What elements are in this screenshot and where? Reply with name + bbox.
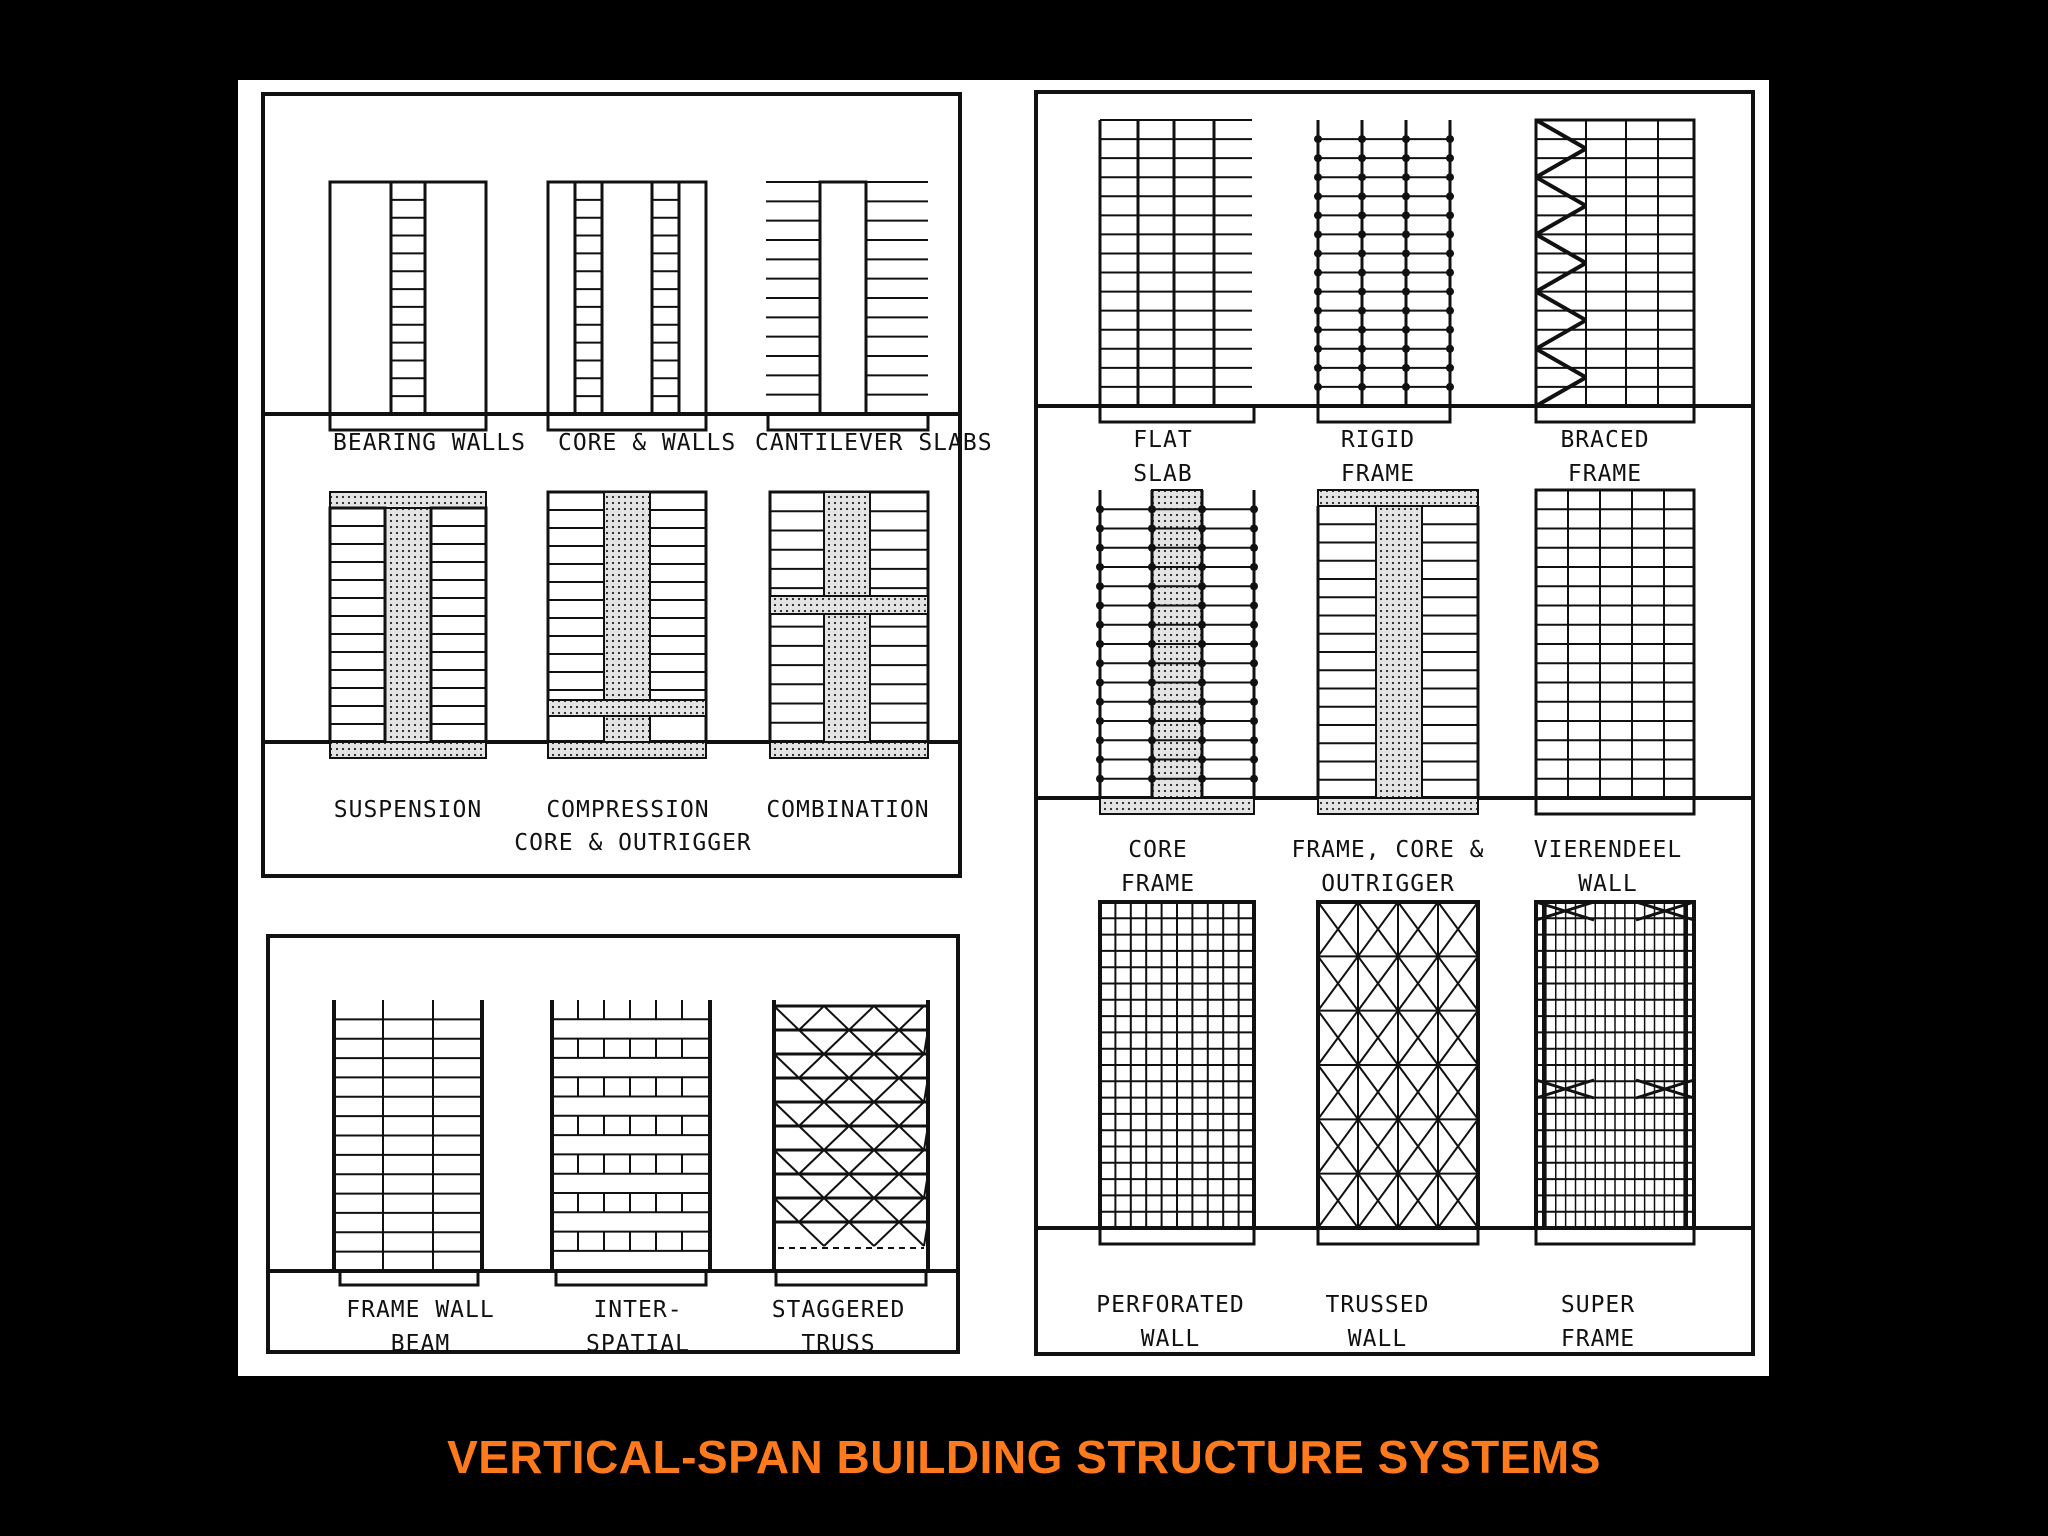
core-and-walls-icon [548,182,706,430]
diagram-sheet [238,80,1769,1376]
label-perforated-wall: PERFORATED WALL [1096,1292,1245,1352]
panel-bottom-left [268,936,958,1352]
super-frame-icon [1536,902,1694,1244]
frame-wall-beam-icon [334,1000,482,1285]
label-flat-slab: FLAT SLAB [1133,427,1193,487]
combination-icon [770,492,928,758]
label-core-and-outrigger: CORE & OUTRIGGER [514,830,752,856]
vierendeel-wall-icon [1536,490,1694,814]
label-compression: COMPRESSION [546,797,710,823]
label-frame-wall-beam: FRAME WALL BEAM [346,1297,495,1357]
compression-icon [548,492,706,758]
bearing-walls-icon [330,182,486,430]
label-inter-spatial: INTER- SPATIAL [586,1297,690,1357]
label-vierendeel-wall: VIERENDEEL WALL [1533,837,1683,897]
label-trussed-wall: TRUSSED WALL [1325,1292,1430,1352]
slide-title: VERTICAL-SPAN BUILDING STRUCTURE SYSTEMS [447,1431,1601,1483]
suspension-icon [330,492,486,758]
core-frame-icon [1096,490,1258,814]
cantilever-slabs-icon [766,182,928,430]
label-combination: COMBINATION [766,797,930,823]
staggered-truss-icon [774,1000,928,1285]
flat-slab-icon [1100,120,1254,422]
label-suspension: SUSPENSION [333,797,483,823]
label-rigid-frame: RIGID FRAME [1340,427,1416,487]
structure-systems-drawing [238,80,1769,1376]
frame-core-outrigger-icon [1318,490,1478,814]
label-core-frame: CORE FRAME [1120,837,1196,897]
braced-frame-icon [1536,120,1694,422]
label-bearing-walls: BEARING WALLS [333,430,527,456]
label-cantilever-slabs: CANTILEVER SLABS [755,430,993,456]
label-staggered-truss: STAGGERED TRUSS [771,1297,906,1357]
label-core-and-walls: CORE & WALLS [558,430,737,456]
trussed-wall-icon [1318,902,1478,1244]
rigid-frame-icon [1314,120,1454,422]
label-braced-frame: BRACED FRAME [1560,427,1650,487]
perforated-wall-icon [1100,902,1254,1244]
inter-spatial-icon [552,1000,710,1285]
label-frame-core-outrigger: FRAME, CORE & OUTRIGGER [1291,837,1485,897]
label-super-frame: SUPER FRAME [1560,1292,1636,1352]
